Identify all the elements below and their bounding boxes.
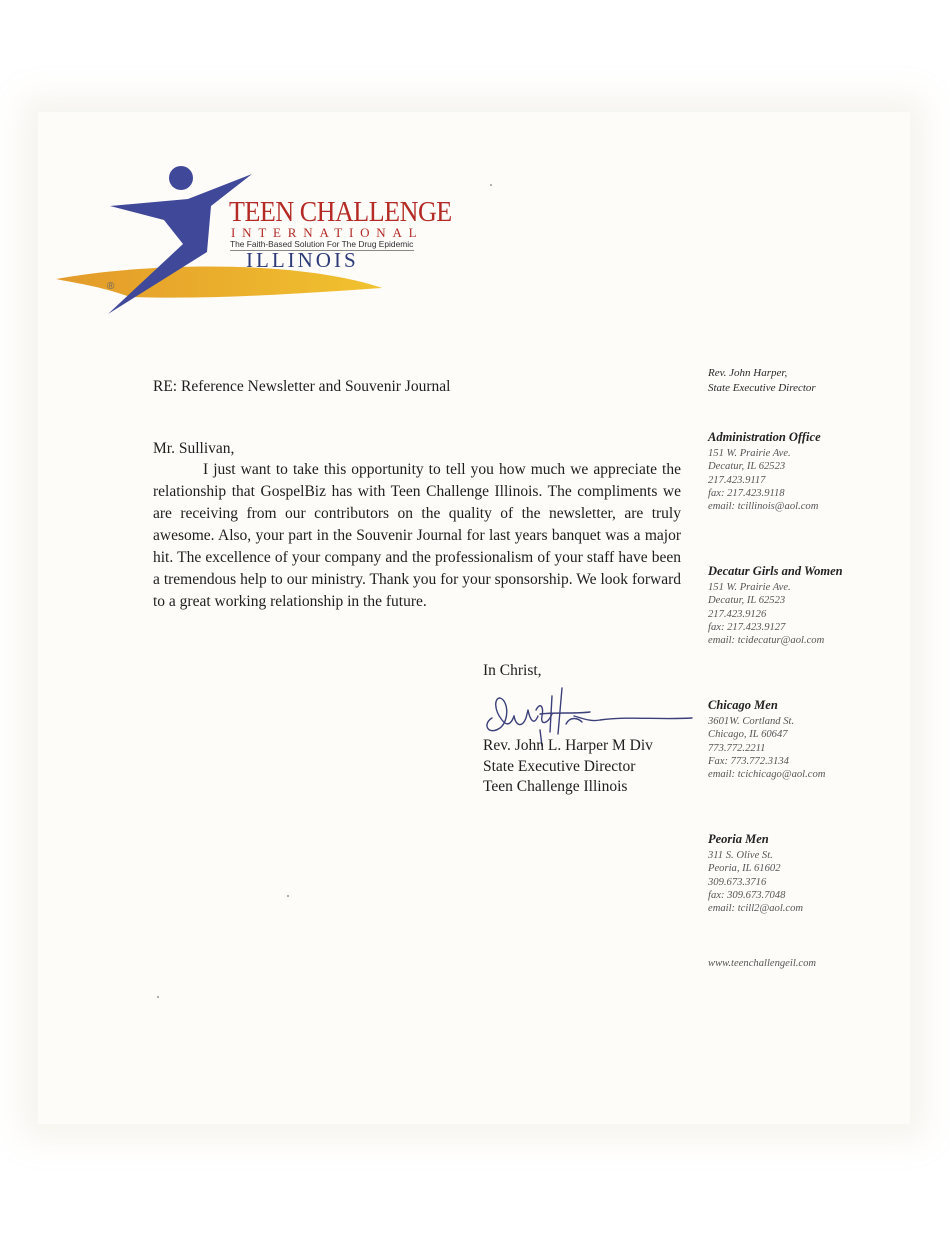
office-name: Chicago Men — [708, 698, 778, 712]
office-city: Decatur, IL 62523 — [708, 595, 786, 607]
logo-subtitle: INTERNATIONAL — [231, 225, 424, 240]
office-email: email: tcillinois@aol.com — [708, 501, 819, 513]
logo-tagline: The Faith-Based Solution For The Drug Epidemic — [230, 239, 414, 249]
office-city: Chicago, IL 60647 — [708, 729, 788, 741]
office-email: email: tcill2@aol.com — [708, 903, 804, 915]
office-email: email: tcichicago@aol.com — [708, 769, 826, 781]
office-administration — [708, 430, 908, 513]
office-phone: 309.673.3716 — [708, 876, 767, 888]
registered-mark: ® — [107, 281, 115, 292]
scan-speck — [287, 895, 289, 897]
office-sidebar — [708, 366, 908, 969]
scan-speck — [157, 996, 159, 998]
letter-body: I just want to take this opportunity to tell you how much we appreciate the relationship that GospelBiz has with Teen Challenge Illinois. The compliments we are receiving from our contributors on the quality of the newsletter, are truly awesome. Also, your part in the Souvenir Journal for last years banquet was a major hit. The excellence of your company and the professionalism of your staff have been a tremendous help to our ministry. Thank you for your sponsorship. We look forward to a great working relationship in the future. — [153, 461, 681, 610]
office-address: 151 W. Prairie Ave. — [708, 448, 791, 459]
office-email: email: tcidecatur@aol.com — [708, 635, 825, 647]
office-chicago-men — [708, 698, 908, 781]
subject-line: RE: Reference Newsletter and Souvenir Journal — [153, 378, 451, 395]
signer-organization: Teen Challenge Illinois — [483, 778, 628, 795]
office-fax: fax: 217.423.9118 — [708, 487, 785, 499]
office-city: Peoria, IL 61602 — [708, 863, 781, 875]
office-address: 3601W. Cortland St. — [708, 716, 795, 727]
office-decatur-girls-women — [708, 564, 908, 647]
office-name: Decatur Girls and Women — [708, 564, 843, 578]
logo-title: TEEN CHALLENGE — [229, 197, 452, 228]
office-phone: 217.423.9117 — [708, 474, 766, 486]
closing: In Christ, — [483, 662, 542, 679]
office-phone: 217.423.9126 — [708, 608, 767, 620]
office-fax: fax: 217.423.9127 — [708, 621, 786, 633]
director-title: State Executive Director — [708, 381, 816, 394]
office-fax: Fax: 773.772.3134 — [708, 755, 789, 767]
director-name: Rev. John Harper, — [708, 367, 788, 379]
figure-head — [169, 166, 193, 190]
scan-speck — [490, 184, 492, 186]
office-phone: 773.772.2211 — [708, 742, 766, 754]
signature-block — [483, 736, 653, 798]
salutation: Mr. Sullivan, — [153, 440, 235, 457]
logo-state: ILLINOIS — [246, 248, 359, 272]
signer-title: State Executive Director — [483, 757, 636, 775]
office-name: Administration Office — [708, 430, 821, 444]
office-peoria-men — [708, 832, 908, 915]
website-text: www.teenchallengeil.com — [708, 958, 817, 969]
office-address: 151 W. Prairie Ave. — [708, 582, 791, 593]
signer-name: Rev. John L. Harper M Div — [483, 737, 653, 754]
office-fax: fax: 309.673.7048 — [708, 889, 786, 901]
office-address: 311 S. Olive St. — [708, 850, 773, 861]
office-city: Decatur, IL 62523 — [708, 461, 786, 473]
office-name: Peoria Men — [708, 832, 769, 846]
